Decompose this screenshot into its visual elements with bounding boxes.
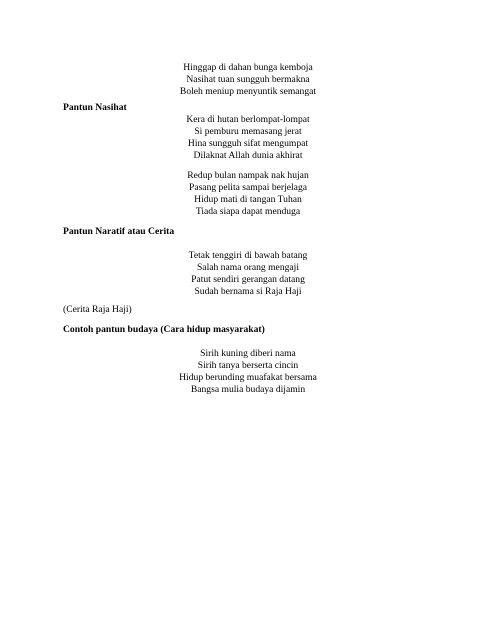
pantun-line: Sudah bernama si Raja Haji bbox=[194, 286, 302, 297]
pantun-line: Pasang pelita sampai berjelaga bbox=[188, 182, 307, 193]
pantun-line: Dilaknat Allah dunia akhirat bbox=[193, 150, 303, 161]
pantun-line: Si pemburu memasang jerat bbox=[194, 126, 302, 137]
pantun-line: Hidup mati di tangan Tuhan bbox=[194, 194, 302, 205]
heading-pantun-budaya: Contoh pantun budaya (Cara hidup masyarakat) bbox=[63, 324, 265, 335]
note-cerita-raja-haji: (Cerita Raja Haji) bbox=[63, 304, 132, 315]
pantun-stanza-4 bbox=[124, 250, 372, 298]
heading-pantun-nasihat: Pantun Nasihat bbox=[63, 102, 127, 113]
pantun-line: Hina sungguh sifat mengumpat bbox=[187, 138, 309, 149]
pantun-line: Redup bulan nampak nak hujan bbox=[187, 170, 309, 181]
pantun-line: Sirih tanya berserta cincin bbox=[197, 360, 299, 371]
pantun-line: Nasihat tuan sungguh bermakna bbox=[186, 74, 310, 85]
pantun-line: Patut sendiri gerangan datang bbox=[191, 274, 305, 285]
pantun-stanza-1 bbox=[124, 62, 372, 98]
pantun-line: Hidup berunding muafakat bersama bbox=[179, 372, 317, 383]
pantun-line: Tetak tenggiri di bawah batang bbox=[188, 250, 308, 261]
heading-pantun-naratif: Pantun Naratif atau Cerita bbox=[63, 226, 175, 237]
pantun-line: Sirih kuning diberi nama bbox=[200, 348, 296, 359]
pantun-line: Hinggap di dahan bunga kemboja bbox=[183, 62, 313, 73]
pantun-line: Kera di hutan berlompat-lompat bbox=[186, 114, 310, 125]
pantun-line: Salah nama orang mengaji bbox=[196, 262, 300, 273]
pantun-line: Tiada siapa dapat menduga bbox=[195, 206, 301, 217]
pantun-line: Boleh meniup menyuntik semangat bbox=[179, 86, 317, 97]
pantun-stanza-3 bbox=[124, 170, 372, 218]
pantun-line: Bangsa mulia budaya dijamin bbox=[190, 384, 306, 395]
pantun-stanza-5 bbox=[124, 348, 372, 396]
pantun-stanza-2 bbox=[124, 114, 372, 162]
